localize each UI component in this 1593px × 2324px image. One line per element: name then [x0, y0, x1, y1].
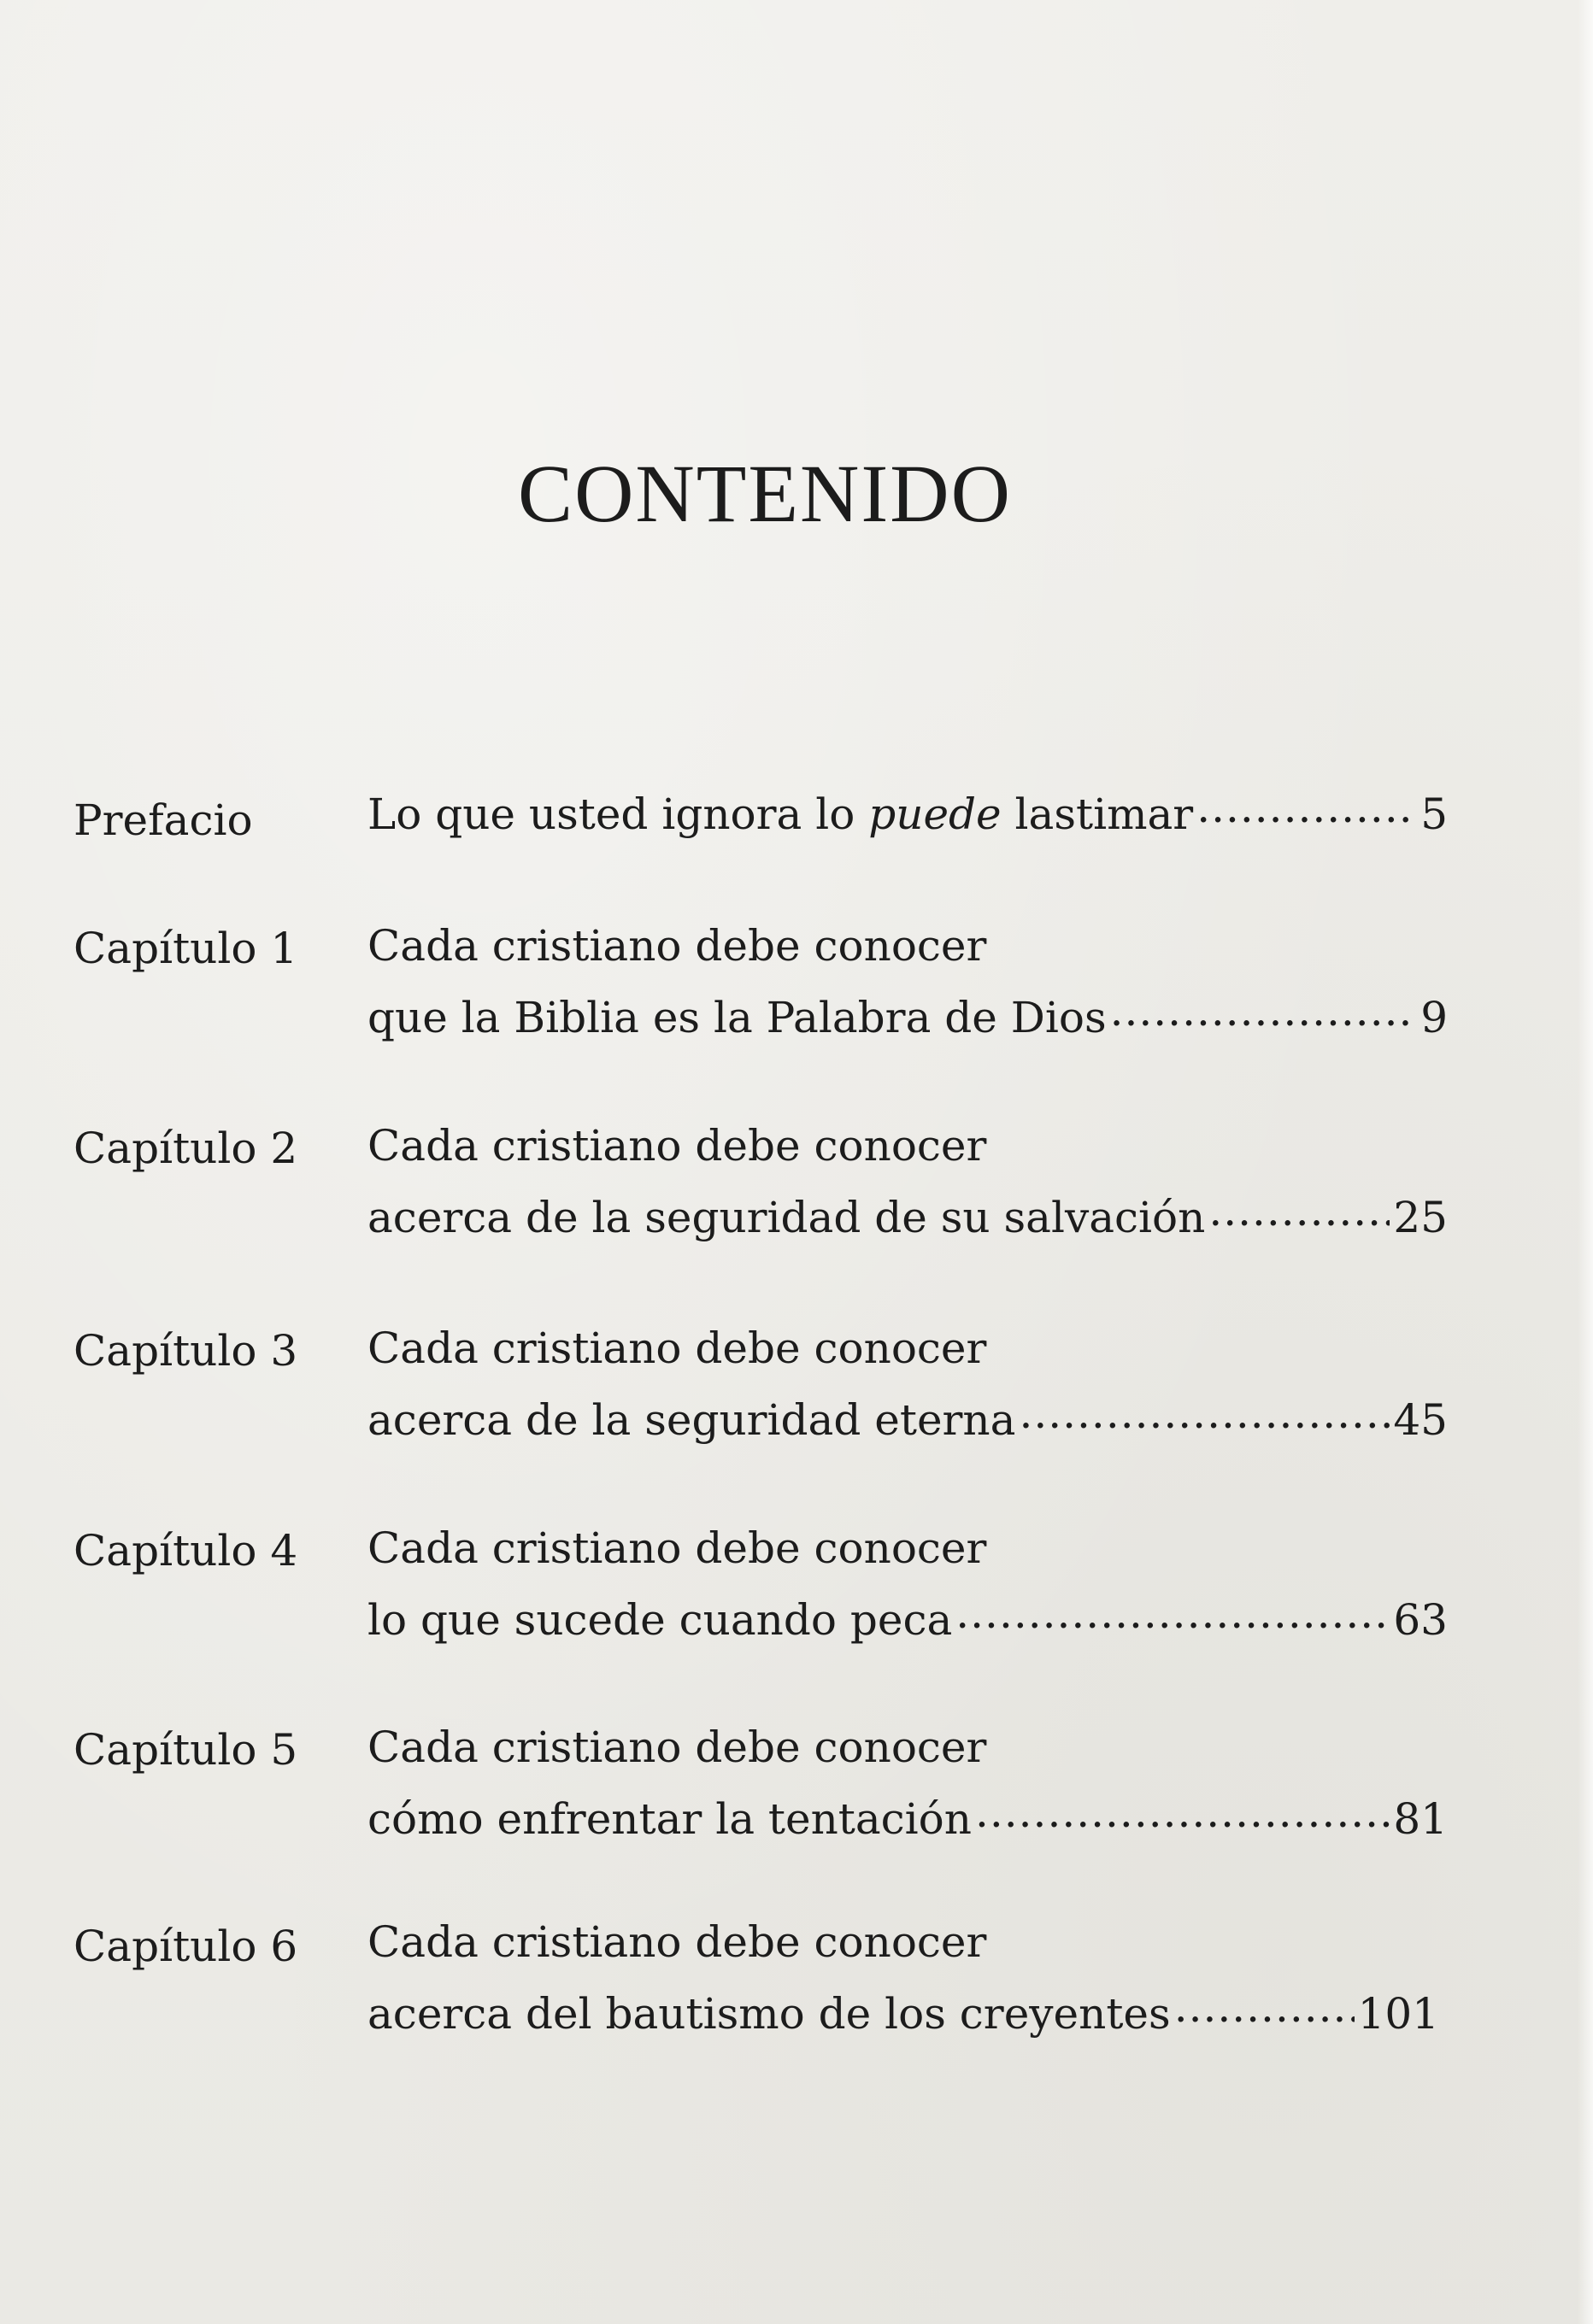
toc-entry-title-line	[367, 786, 1448, 839]
toc-entry-page-number: 9	[1420, 993, 1448, 1042]
dot-leader	[1208, 1189, 1390, 1232]
toc-entry-page-number: 101	[1357, 1989, 1439, 2039]
toc-entry-title-line-1: Cada cristiano debe conocer	[367, 1523, 987, 1573]
toc-entry-title-line-1: Cada cristiano debe conocer	[367, 1121, 987, 1171]
toc-entry-title: acerca del bautismo de los creyentes	[367, 1989, 1171, 2039]
toc-entry-title-emphasis: puede	[868, 789, 1002, 839]
dot-leader	[1110, 989, 1418, 1032]
toc-entry-title: acerca de la seguridad eterna	[367, 1395, 1016, 1445]
toc-entry-title: acerca de la seguridad de su salvación	[367, 1193, 1206, 1242]
toc-entry-page-number: 45	[1393, 1395, 1448, 1445]
toc-entry-label: Capítulo 1	[73, 924, 298, 973]
toc-entry-title-line-2	[367, 1189, 1448, 1242]
toc-entry-title: lo que sucede cuando peca	[367, 1595, 953, 1645]
toc-entry-title-line-2	[367, 1392, 1448, 1445]
toc-entry-page-number: 63	[1393, 1595, 1448, 1645]
toc-entry-title-line-1: Cada cristiano debe conocer	[367, 1917, 987, 1967]
toc-entry-title-line-2	[367, 989, 1448, 1042]
toc-entry-title-line-1: Cada cristiano debe conocer	[367, 921, 987, 971]
toc-entry-title-line-1: Cada cristiano debe conocer	[367, 1722, 987, 1772]
toc-entry-label: Capítulo 2	[73, 1124, 298, 1173]
toc-entry-title: que la Biblia es la Palabra de Dios	[367, 993, 1107, 1042]
toc-entry-title-line-2	[367, 1986, 1439, 2039]
dot-leader	[1174, 1986, 1355, 2028]
toc-entry-title: Lo que usted ignora lo puede lastimar	[367, 789, 1194, 839]
toc-entry-label: Capítulo 6	[73, 1922, 298, 1971]
toc-entry-page-number: 5	[1420, 789, 1448, 839]
toc-entry-label: Capítulo 4	[73, 1526, 298, 1576]
dot-leader	[955, 1592, 1390, 1634]
toc-entry-title: cómo enfrentar la tentación	[367, 1794, 972, 1844]
toc-entry-title-line-2	[367, 1592, 1448, 1645]
toc-entry-page-number: 25	[1393, 1193, 1448, 1242]
page-title: CONTENIDO	[518, 448, 1012, 539]
toc-entry-label: Prefacio	[73, 795, 253, 845]
toc-entry-label: Capítulo 5	[73, 1725, 298, 1775]
toc-entry-page-number: 81	[1393, 1794, 1448, 1844]
dot-leader	[1196, 786, 1417, 829]
page-edge	[1578, 0, 1593, 2324]
toc-entry-label: Capítulo 3	[73, 1326, 298, 1376]
dot-leader	[975, 1791, 1390, 1834]
toc-entry-title-line-1: Cada cristiano debe conocer	[367, 1323, 987, 1373]
toc-entry-title-line-2	[367, 1791, 1448, 1844]
dot-leader	[1019, 1392, 1390, 1435]
